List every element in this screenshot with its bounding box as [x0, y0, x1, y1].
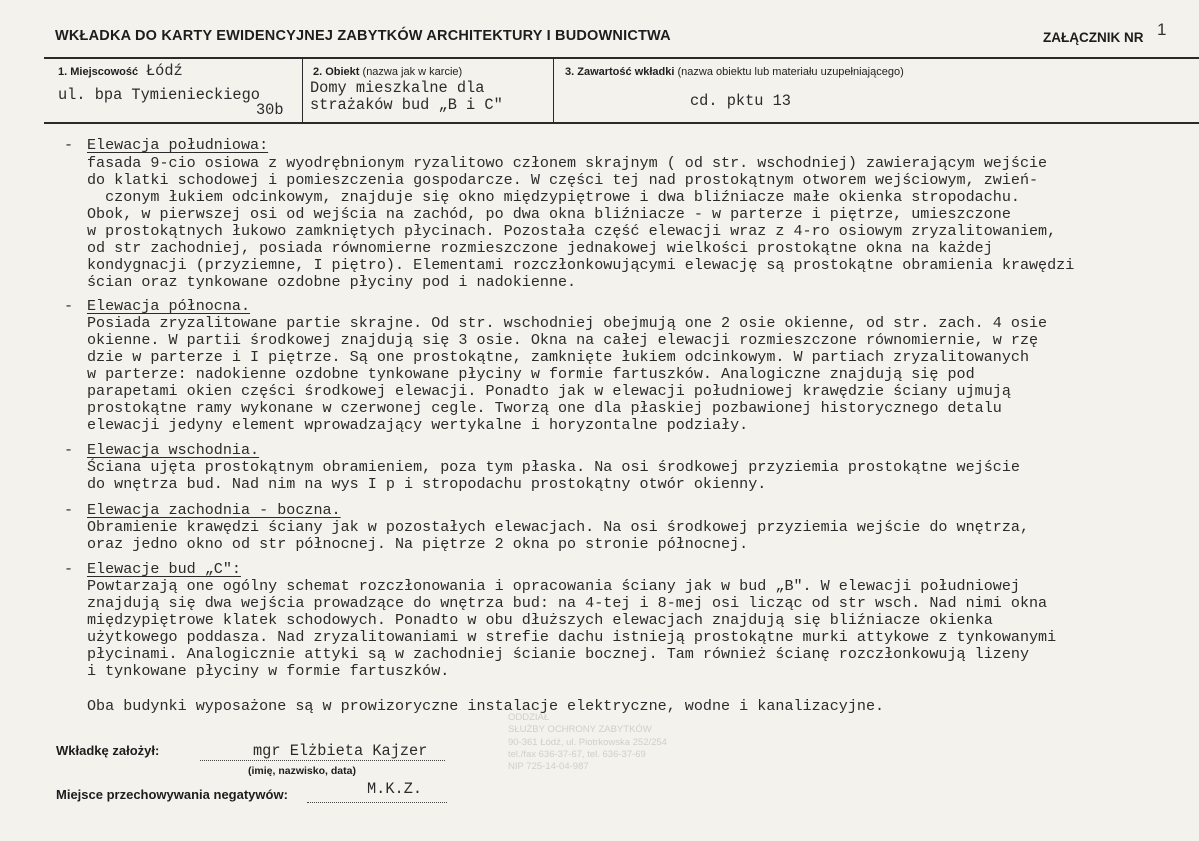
place-label: 1. Miejscowość: [58, 66, 139, 78]
text-line: ścian oraz tynkowane ozdobne płyciny pod i nadokienne.: [87, 273, 577, 291]
attachment-number: 1: [1157, 20, 1167, 39]
text-line: Obok, w pierwszej osi od wejścia na zachód, po dwa okna bliźniacze - w parterze i piętrze, umieszczone: [87, 205, 1011, 223]
section-heading: Elewacja północna.: [87, 297, 251, 315]
text-line: okienne. W partii środkowej znajdują się 3 osie. Okna na całej elewacji rozmieszczone równomiernie, w rzę: [87, 331, 1039, 349]
section-heading: Elewacja zachodnia - boczna.: [87, 501, 341, 519]
text-line: płycinami. Analogicznie attyki są w zachodniej ścianie bocznej. Tam również ścianę rozczłonkowują lizeny: [87, 645, 1030, 663]
text-line: i tynkowane płyciny w formie fartuszków.: [87, 662, 450, 680]
content-label-note: (nazwa obiektu lub materiału uzupełniającego): [677, 66, 904, 78]
office-stamp: [508, 712, 718, 773]
storage-value: M.K.Z.: [367, 780, 423, 798]
text-line: prostokątne ramy wykonane w czerwonej cegle. Tworzą one dla płaskiej pozbawionej historycznego detalu: [87, 399, 1002, 417]
object-label: [313, 66, 462, 78]
text-line: elewacji jedyny element wprowadzający wertykalne i horyzontalne podziały.: [87, 416, 749, 434]
text-line: do wnętrza bud. Nad nim na wys I p i stropodachu prostokątny otwór okienny.: [87, 475, 767, 493]
section-dash: -: [64, 560, 83, 578]
card-title: WKŁADKA DO KARTY EWIDENCYJNEJ ZABYTKÓW ARCHITEKTURY I BUDOWNICTWA: [55, 28, 671, 44]
text-line: fasada 9-cio osiowa z wyodrębnionym ryzalitowo członem skrajnym ( od str. wschodniej) zawierającym wejście: [87, 154, 1048, 172]
stamp-line: NIP 725-14-04-987: [508, 761, 589, 773]
stamp-line: 90-361 Łódź, ul. Piotrkowska 252/254: [508, 736, 667, 748]
text-line: czonym łukiem odcinkowym, znajduje się okno międzypiętrowe i dwa bliźniacze małe okienka stropodachu.: [87, 188, 1020, 206]
author-note: (imię, nazwisko, data): [248, 765, 356, 777]
object-label-text: 2. Obiekt: [313, 66, 360, 78]
stamp-line: tel./fax 636-37-67, tel. 636-37-69: [508, 748, 646, 760]
section-dash: -: [64, 136, 83, 154]
text-line: w parterze: nadokienne ozdobne tynkowane płyciny w formie fartuszków. Analogiczne znajdują się pod: [87, 365, 975, 383]
text-line: od str zachodniej, posiada równomierne rozmieszczone jednakowej wielkości prostokątne okna na każdej: [87, 239, 993, 257]
fields-bottom-rule: [44, 122, 1199, 124]
section-heading: Elewacja południowa:: [87, 136, 269, 154]
closing-line: Oba budynki wyposażone są w prowizoryczne instalacje elektryczne, wodne i kanalizacyjne.: [87, 697, 885, 715]
text-line: użytkowego poddasza. Nad zryzalitowaniami w strefie dachu istnieją prostokątne murki attykowe z tynkowanymi: [87, 628, 1057, 646]
field-divider-2: [553, 58, 554, 122]
text-line: oraz jedno okno od str północnej. Na piętrze 2 okna po stronie północnej.: [87, 535, 749, 553]
place-city: Łódź: [146, 62, 183, 80]
text-line: Ściana ujęta prostokątnym obramieniem, poza tym płaska. Na osi środkowej przyziemia prostokątne wejście: [87, 458, 1020, 476]
section-dash: -: [64, 441, 83, 459]
author-dotline: [200, 760, 445, 761]
text-line: międzypiętrowe klatek schodowych. Ponadto w obu dłuższych elewacjach znajdują się bliźniacze okienka: [87, 611, 993, 629]
section-dash: -: [64, 297, 83, 315]
section-heading: Elewacja wschodnia.: [87, 441, 260, 459]
storage-dotline: [307, 802, 447, 803]
text-line: znajdują się dwa wejścia prowadzące do wnętrza bud: na 4-tej i 8-mej osi licząc od str wsch. Nad nimi okna: [87, 594, 1048, 612]
place-number: 30b: [256, 101, 284, 119]
text-line: Obramienie krawędzi ściany jak w pozostałych elewacjach. Na osi środkowej przyziemia wejście do wnętrza,: [87, 518, 1030, 536]
author-label: Wkładkę założył:: [56, 743, 160, 758]
text-line: dzie w parterze i I piętrze. Są one prostokątne, zamknięte łukiem odcinkowym. W partiach zryzalitowanych: [87, 348, 1030, 366]
place-street: ul. bpa Tymienieckiego: [58, 86, 260, 104]
content-value: cd. pktu 13: [690, 92, 791, 110]
attachment-label: ZAŁĄCZNIK NR: [1043, 30, 1144, 45]
author-value: mgr Elżbieta Kajzer: [253, 742, 428, 760]
stamp-line: SŁUŻBY OCHRONY ZABYTKÓW: [508, 724, 652, 736]
content-label: [565, 66, 904, 78]
text-line: do klatki schodowej i pomieszczenia gospodarcze. W części tej nad prostokątnym otworem wejściowym, zwień-: [87, 171, 1039, 189]
text-line: kondygnacji (przyziemne, I piętro). Elementami rozczłonkowującymi elewację są prostokątne obramienia krawędzi: [87, 256, 1075, 274]
field-divider-1: [302, 58, 303, 122]
stamp-line: ODDZIAŁ: [508, 712, 550, 723]
content-label-text: 3. Zawartość wkładki: [565, 66, 675, 78]
text-line: w prostokątnych łukowo zamkniętych płycinach. Pozostała część elewacji wraz z 4-ro osiowym zryzalitowaniem,: [87, 222, 1057, 240]
top-rule: [44, 57, 1199, 59]
object-line-2: strażaków bud „B i C": [310, 96, 503, 114]
text-line: parapetami okien części środkowej elewacji. Ponadto jak w elewacji południowej krawędzie ściany ujmują: [87, 382, 1011, 400]
text-line: Posiada zryzalitowane partie skrajne. Od str. wschodniej obejmują one 2 osie okienne, od str. zach. 4 osie: [87, 314, 1048, 332]
section-heading: Elewacje bud „C":: [87, 560, 241, 578]
object-label-note: (nazwa jak w karcie): [362, 66, 463, 78]
text-line: Powtarzają one ogólny schemat rozczłonowania i opracowania ściany jak w bud „B". W elewacji południowej: [87, 577, 1020, 595]
section-dash: -: [64, 501, 83, 519]
storage-label: Miejsce przechowywania negatywów:: [56, 787, 288, 802]
object-line-1: Domy mieszkalne dla: [310, 79, 485, 97]
